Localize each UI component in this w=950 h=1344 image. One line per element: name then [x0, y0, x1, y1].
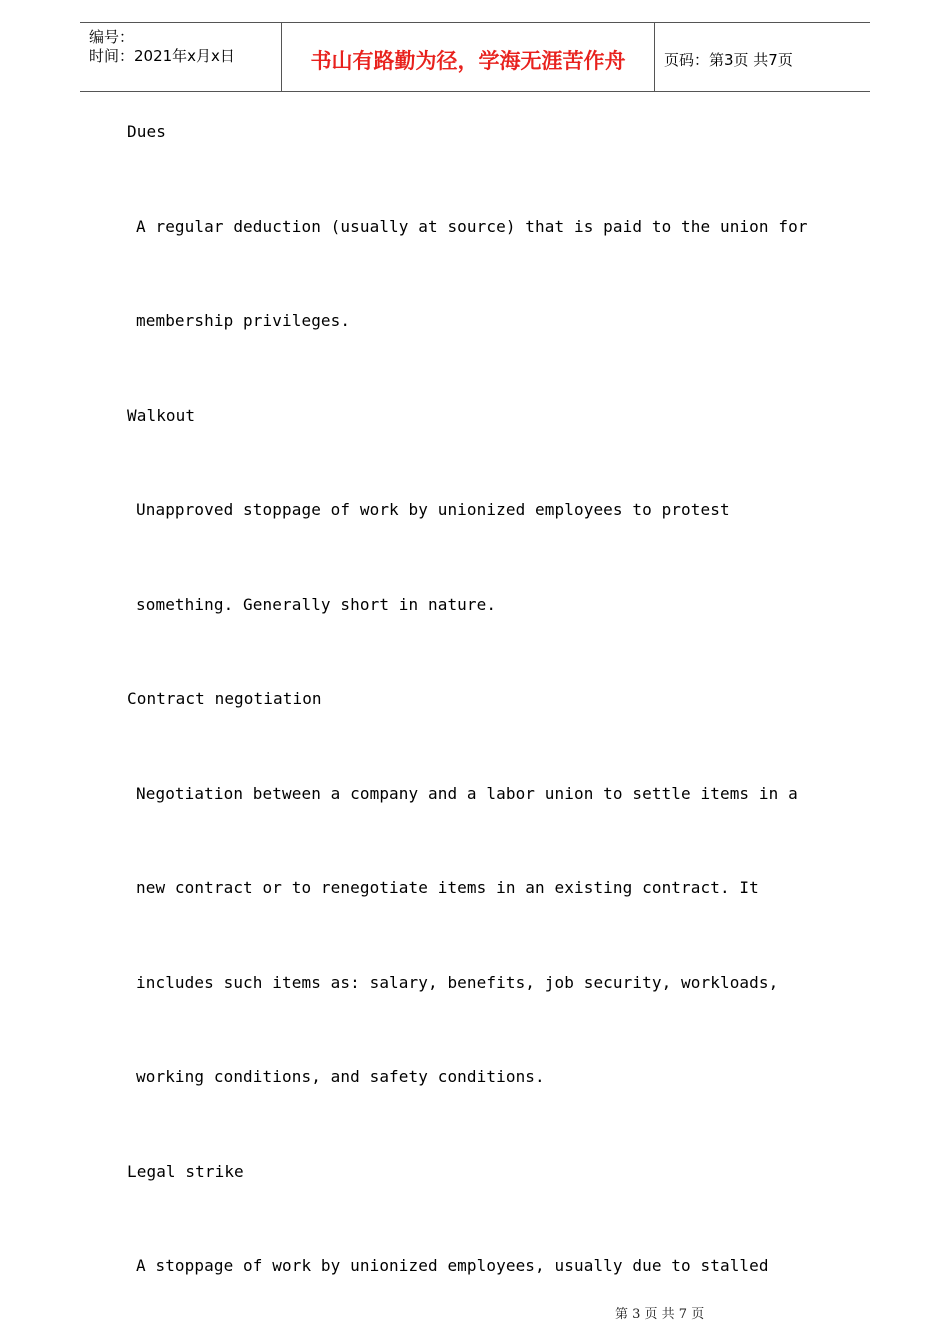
glossary-definition-line: working conditions, and safety conditions. [136, 1067, 545, 1086]
header-motto: 书山有路勤为径，学海无涯苦作舟 [310, 49, 626, 73]
glossary-definition-line: new contract or to renegotiate items in an existing contract. It [136, 878, 759, 897]
glossary-definition-line: Negotiation between a company and a labor union to settle items in a [136, 784, 798, 803]
document-date: 时间：2021年x月x日 [89, 47, 235, 65]
glossary-definition-line: something. Generally short in nature. [136, 595, 497, 614]
glossary-term: Legal strike [127, 1162, 244, 1181]
page-header [80, 22, 870, 92]
glossary-term: Walkout [127, 406, 196, 425]
glossary-term: Dues [127, 122, 166, 141]
glossary-term: Contract negotiation [127, 689, 322, 708]
header-page-info: 页码：第3页 共7页 [664, 51, 793, 69]
page-footer: 第 3 页 共 7 页 [615, 1307, 705, 1322]
document-number-label: 编号： [89, 28, 135, 46]
glossary-definition-line: includes such items as: salary, benefits, job security, workloads, [136, 973, 779, 992]
glossary-definition-line: Unapproved stoppage of work by unionized employees to protest [136, 500, 730, 519]
glossary-definition-line: membership privileges. [136, 311, 351, 330]
glossary-definition-line: A regular deduction (usually at source) that is paid to the union for [136, 217, 808, 236]
header-motto-cell [281, 23, 655, 91]
header-page-cell [664, 23, 870, 91]
header-meta-cell [80, 23, 280, 91]
glossary-definition-line: A stoppage of work by unionized employees, usually due to stalled [136, 1256, 769, 1275]
